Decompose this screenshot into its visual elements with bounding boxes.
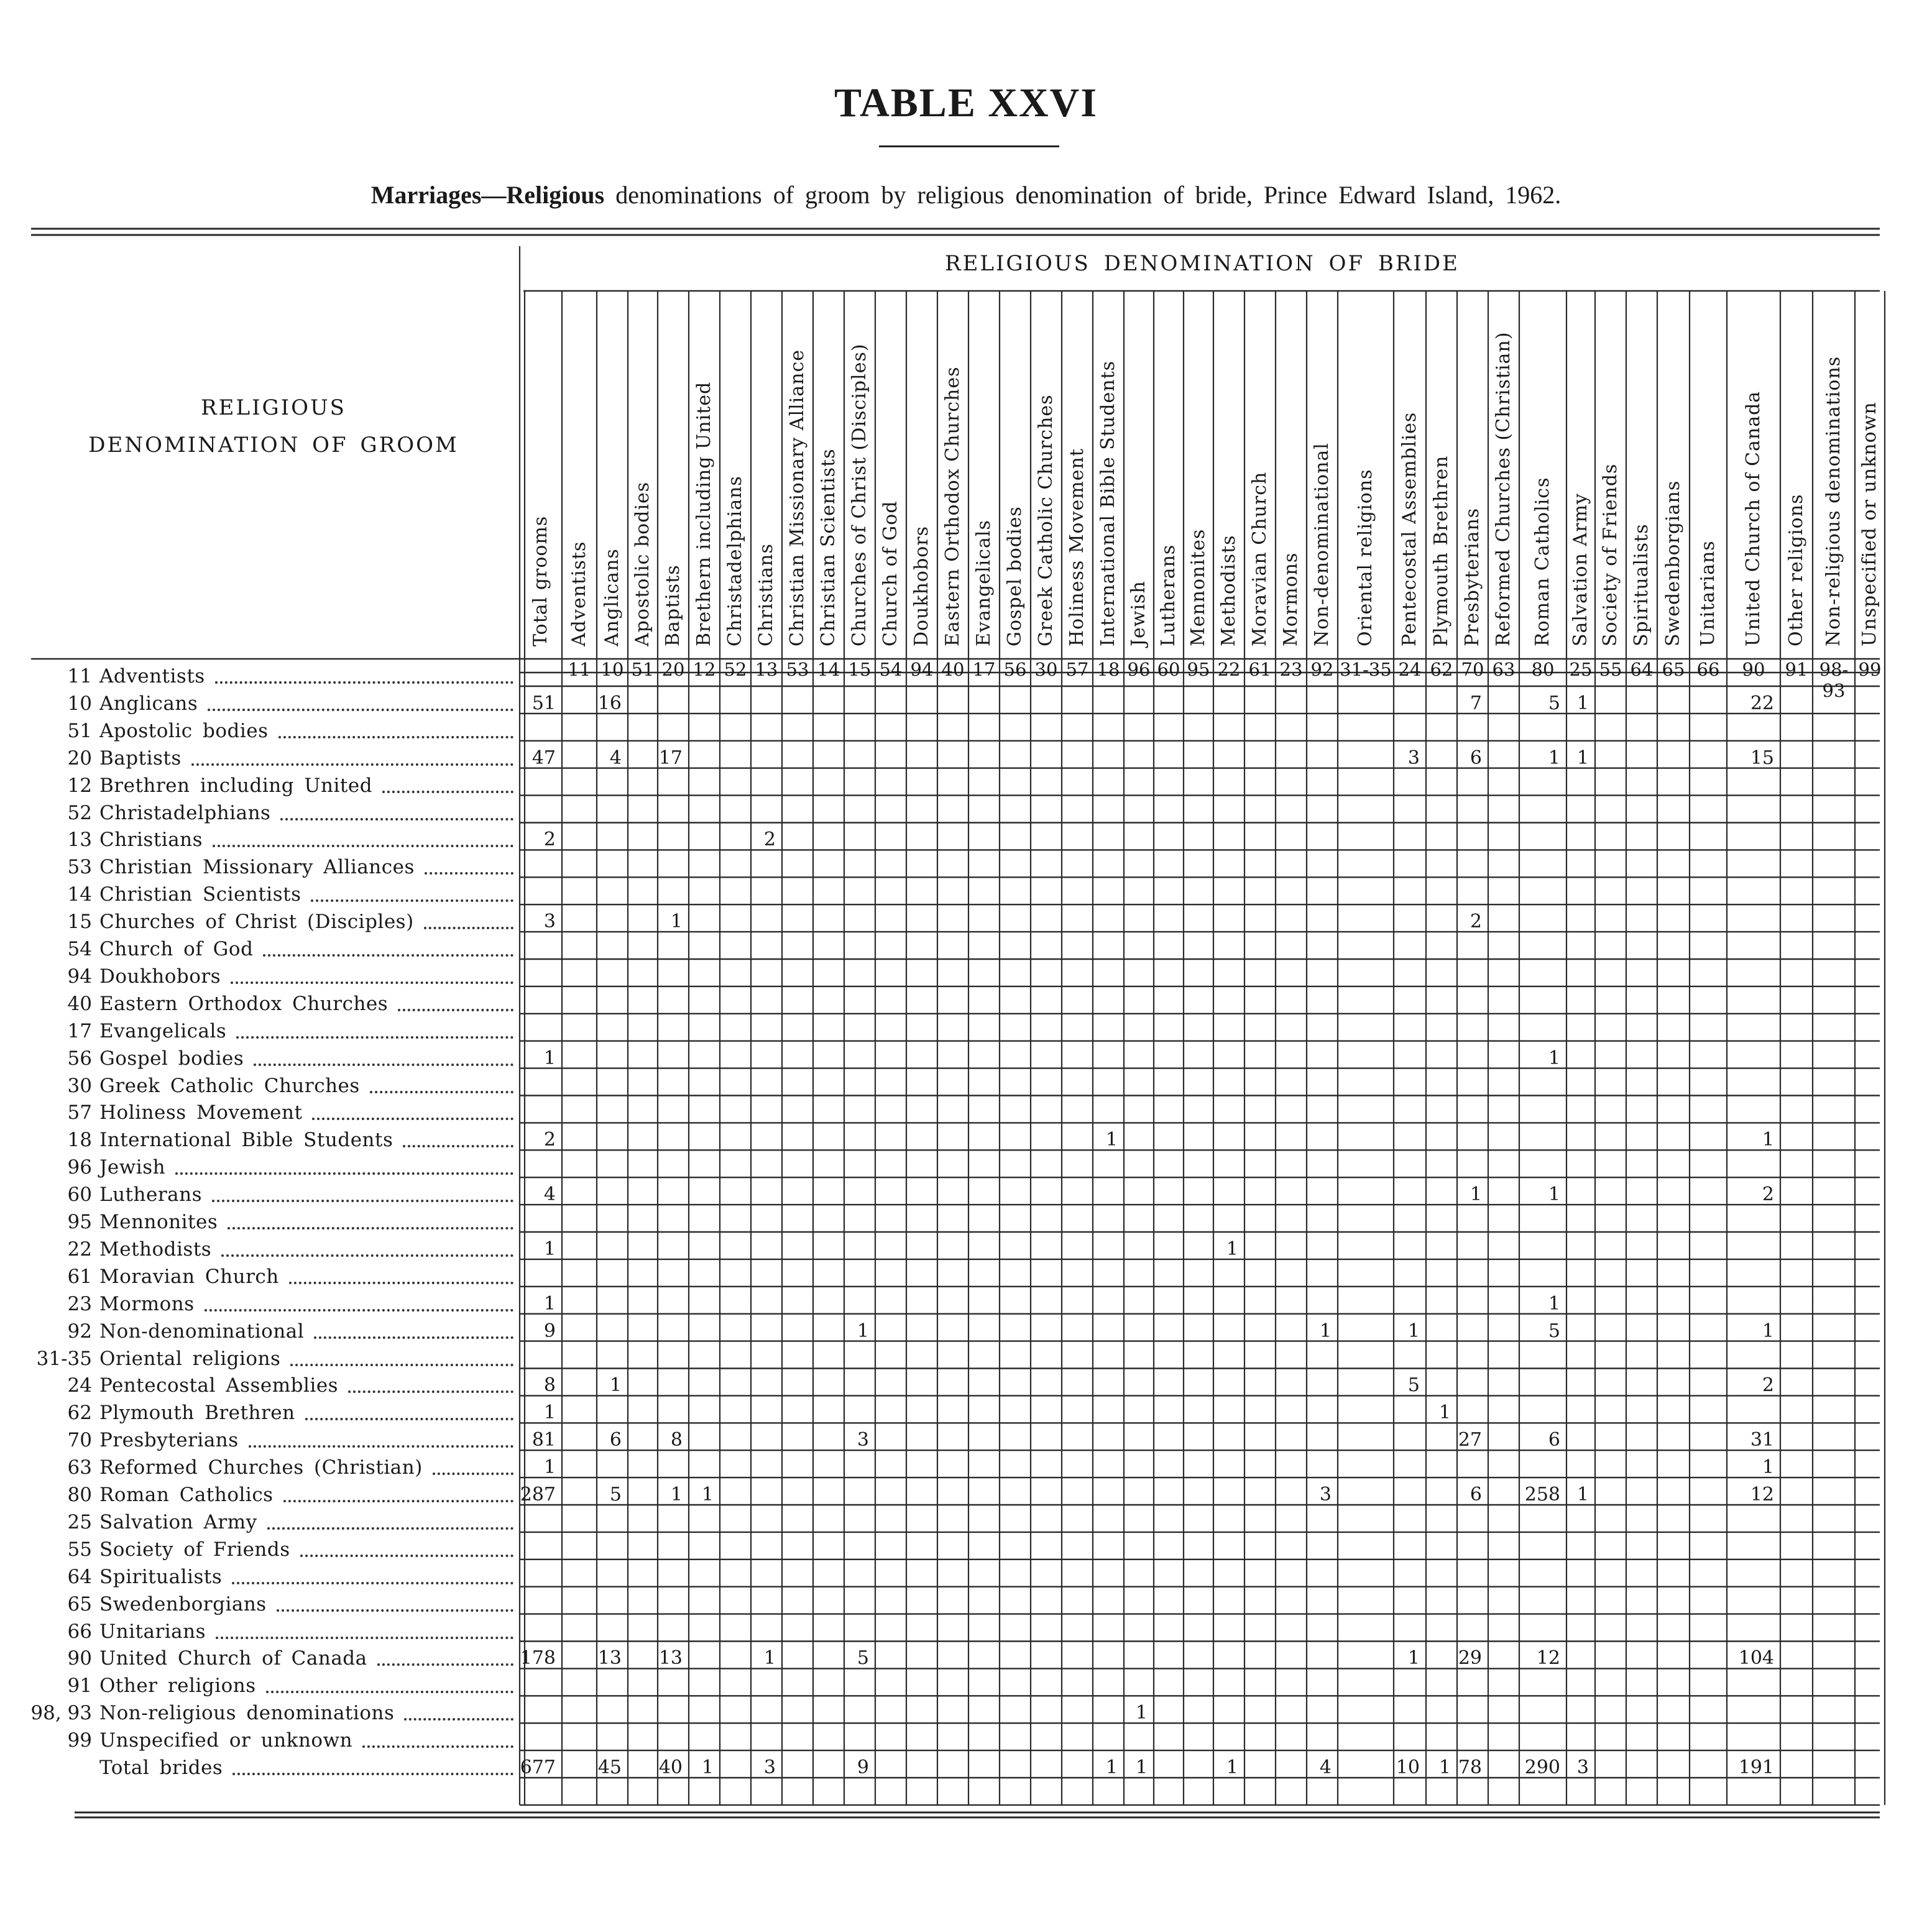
row-code: 98, 93	[30, 1702, 92, 1725]
table-cell: 1	[1407, 1647, 1420, 1670]
table-cell: 29	[1458, 1647, 1482, 1670]
column-code: 60	[1157, 659, 1180, 680]
column-header: Society of Friends	[1599, 463, 1621, 646]
row-label: Christadelphians	[99, 801, 271, 824]
dot-leader	[278, 735, 514, 738]
column-code: 20	[661, 659, 685, 680]
table-cell: 1	[1135, 1757, 1148, 1778]
table-cell: 15	[1750, 747, 1774, 769]
table-cell: 6	[1470, 1484, 1482, 1505]
table-cell: 1	[670, 911, 683, 933]
table-cell: 27	[1458, 1429, 1482, 1451]
row-label: Eastern Orthodox Churches	[99, 992, 389, 1015]
table-cell: 17	[658, 747, 683, 769]
row-label: Oriental religions	[99, 1347, 281, 1370]
table-cell: 1	[1226, 1757, 1238, 1778]
column-code: 70	[1461, 659, 1484, 680]
bride-denomination-banner: RELIGIOUS DENOMINATION OF BRIDE	[945, 251, 1460, 276]
row-label: Unspecified or unknown	[99, 1729, 353, 1752]
row-label: Christian Missionary Alliances	[99, 856, 415, 879]
column-code: 91	[1785, 659, 1808, 680]
table-cell: 6	[1548, 1429, 1560, 1451]
row-code: 20	[67, 747, 92, 770]
column-header: Church of God	[880, 500, 901, 646]
row-label: Reformed Churches (Christian)	[99, 1456, 423, 1479]
row-label: Mennonites	[99, 1211, 218, 1233]
column-header: Churches of Christ (Disciples)	[849, 343, 870, 646]
column-header: Roman Catholics	[1532, 477, 1553, 646]
row-code: 24	[67, 1374, 92, 1397]
column-code: 94	[910, 659, 934, 680]
groom-banner-line1: RELIGIOUS	[201, 395, 346, 420]
table-cell: 7	[1470, 692, 1482, 714]
dot-leader	[266, 1689, 513, 1693]
row-label: Other religions	[99, 1675, 256, 1698]
row-code: 95	[67, 1211, 92, 1233]
dot-leader	[289, 1280, 513, 1284]
row-code: 57	[67, 1101, 92, 1124]
row-code: 99	[67, 1729, 92, 1752]
dot-leader	[254, 1062, 513, 1066]
table-cell: 3	[763, 1757, 776, 1778]
row-label: Doukhobors	[99, 965, 221, 988]
table-cell: 5	[1548, 692, 1560, 714]
column-code: 62	[1430, 659, 1453, 680]
row-code: 92	[67, 1320, 92, 1343]
column-code: 56	[1003, 659, 1027, 680]
row-code: 65	[67, 1592, 92, 1615]
row-label: Greek Catholic Churches	[99, 1074, 360, 1097]
row-code: 94	[67, 965, 92, 988]
row-label: Salvation Army	[99, 1510, 257, 1533]
column-code: 98-93	[1819, 659, 1849, 701]
dot-leader	[398, 1008, 513, 1011]
dot-leader	[290, 1362, 513, 1366]
column-code: 96	[1127, 659, 1151, 680]
column-header: Salvation Army	[1570, 493, 1591, 646]
dot-leader	[312, 1116, 513, 1120]
row-code: 91	[67, 1675, 92, 1698]
column-code: 10	[600, 659, 624, 680]
table-cell: 1	[543, 1292, 556, 1315]
table-cell: 13	[597, 1647, 622, 1670]
column-header: Plymouth Brethren	[1430, 455, 1452, 646]
column-header: Baptists	[662, 564, 684, 646]
column-code: 14	[817, 659, 840, 680]
dot-leader	[215, 680, 513, 684]
row-code: 64	[67, 1565, 92, 1588]
total-row-label: Total brides	[99, 1757, 223, 1779]
column-code: 57	[1065, 659, 1089, 680]
column-header: Christian Scientists	[817, 448, 839, 646]
table-cell: 2	[543, 829, 556, 851]
column-header: Greek Catholic Churches	[1035, 394, 1057, 646]
column-code: 31-35	[1340, 659, 1392, 680]
table-cell: 12	[1750, 1484, 1774, 1505]
groom-denomination-banner	[37, 389, 510, 464]
column-header: Holiness Movement	[1066, 448, 1088, 646]
table-cell: 47	[531, 747, 556, 769]
table-cell: 5	[1407, 1374, 1420, 1397]
table-cell: 1	[1548, 1183, 1560, 1206]
dot-leader	[305, 1417, 513, 1420]
table-cell: 3	[543, 911, 556, 933]
table-cell: 1	[609, 1374, 622, 1397]
dot-leader	[433, 1471, 513, 1475]
column-header: Unspecified or unknown	[1859, 402, 1880, 646]
row-code: 14	[67, 883, 92, 906]
row-label: International Bible Students	[99, 1129, 393, 1152]
dot-leader	[403, 1144, 513, 1147]
table-cell: 191	[1738, 1757, 1774, 1778]
table-cell: 51	[531, 692, 556, 714]
dot-leader	[362, 1744, 513, 1748]
column-header: Apostolic bodies	[632, 481, 653, 646]
dot-leader	[300, 1553, 513, 1557]
column-header: United Church of Canada	[1742, 390, 1764, 646]
table-cell: 1	[1762, 1320, 1774, 1342]
column-header: Christians	[755, 543, 777, 646]
table-cell: 3	[1576, 1757, 1589, 1778]
row-label: Non-denominational	[99, 1320, 305, 1343]
column-header: Anglicans	[601, 548, 623, 646]
column-code: 12	[692, 659, 716, 680]
dot-leader	[212, 1198, 513, 1202]
row-label: Gospel bodies	[99, 1047, 244, 1070]
subtitle-rest: denominations of groom by religious denomination of bride, Prince Edward Island, 1962.	[615, 181, 1562, 209]
dot-leader	[283, 1499, 513, 1502]
row-code: 22	[67, 1238, 92, 1261]
table-cell: 5	[609, 1484, 622, 1505]
table-cell: 1	[1548, 1292, 1560, 1315]
row-label: Plymouth Brethren	[99, 1402, 295, 1425]
column-header: Jewish	[1128, 581, 1149, 646]
row-code: 12	[67, 774, 92, 797]
table-cell: 1	[763, 1647, 776, 1670]
table-cell: 8	[543, 1374, 556, 1397]
table-cell: 1	[543, 1047, 556, 1069]
table-cell: 1	[1319, 1320, 1332, 1342]
dot-leader	[348, 1389, 513, 1393]
row-code: 17	[67, 1019, 92, 1042]
row-label: Spiritualists	[99, 1565, 223, 1588]
table-cell: 2	[1762, 1183, 1774, 1206]
row-label: Lutherans	[99, 1183, 202, 1206]
table-cell: 9	[543, 1320, 556, 1342]
row-label: Swedenborgians	[99, 1592, 267, 1615]
table-cell: 1	[1470, 1183, 1482, 1206]
column-header: Total grooms	[530, 515, 551, 646]
row-code: 23	[67, 1292, 92, 1315]
table-cell: 5	[1548, 1320, 1560, 1342]
column-code: 52	[724, 659, 747, 680]
row-label: Society of Friends	[99, 1538, 290, 1561]
row-code: 31-35	[36, 1347, 92, 1370]
column-header: Doukhobors	[911, 526, 932, 646]
table-cell: 12	[1536, 1647, 1560, 1670]
table-cell: 10	[1396, 1757, 1420, 1778]
column-code: 64	[1630, 659, 1654, 680]
dot-leader	[249, 1444, 513, 1448]
column-code: 55	[1599, 659, 1622, 680]
table-cell: 1	[1576, 747, 1589, 769]
dot-leader	[232, 1581, 513, 1584]
column-code: 63	[1492, 659, 1516, 680]
table-cell: 4	[543, 1183, 556, 1206]
column-header: Moravian Church	[1249, 471, 1271, 646]
row-code: 11	[67, 665, 92, 687]
row-code: 96	[67, 1156, 92, 1179]
column-code: 54	[879, 659, 903, 680]
column-code: 25	[1569, 659, 1593, 680]
dot-leader	[216, 1635, 513, 1639]
table-cell: 1	[1762, 1129, 1774, 1151]
column-code: 61	[1248, 659, 1272, 680]
table-cell: 6	[609, 1429, 622, 1451]
dot-leader	[263, 953, 513, 957]
row-code: 40	[67, 992, 92, 1015]
row-code: 56	[67, 1047, 92, 1070]
dot-leader	[425, 871, 513, 875]
row-label: Pentecostal Assemblies	[99, 1374, 339, 1397]
column-code: 30	[1034, 659, 1058, 680]
dot-leader	[280, 817, 513, 820]
dot-leader	[267, 1526, 513, 1530]
table-cell: 3	[857, 1429, 869, 1451]
table-cell: 258	[1524, 1484, 1560, 1505]
dot-leader	[370, 1090, 513, 1093]
dot-leader	[424, 926, 513, 929]
row-label: Roman Catholics	[99, 1484, 274, 1506]
column-header: Oriental religions	[1355, 469, 1376, 646]
table-cell: 6	[1470, 747, 1482, 769]
column-code: 95	[1187, 659, 1210, 680]
column-code: 53	[786, 659, 809, 680]
table-cell: 22	[1750, 692, 1774, 714]
column-header: Adventists	[568, 541, 590, 646]
table-cell: 1	[543, 1238, 556, 1260]
row-code: 18	[67, 1129, 92, 1152]
row-code: 90	[67, 1647, 92, 1670]
column-header: Reformed Churches (Christian)	[1493, 331, 1514, 646]
column-code: 11	[568, 659, 591, 680]
row-label: Christian Scientists	[99, 883, 301, 906]
row-label: Unitarians	[99, 1620, 206, 1643]
table-cell: 104	[1738, 1647, 1774, 1670]
dot-leader	[232, 1771, 513, 1775]
column-code: 15	[848, 659, 872, 680]
row-code: 62	[67, 1402, 92, 1425]
column-header: Methodists	[1218, 535, 1240, 646]
row-label: Baptists	[99, 747, 182, 770]
column-code: 13	[755, 659, 778, 680]
table-cell: 1	[1548, 747, 1560, 769]
column-header: Christadelphians	[724, 476, 746, 646]
row-code: 66	[67, 1620, 92, 1643]
table-cell: 45	[597, 1757, 622, 1778]
table-cell: 31	[1750, 1429, 1774, 1451]
table-cell: 1	[1438, 1402, 1451, 1424]
column-header: Unitarians	[1697, 540, 1719, 646]
row-label: Moravian Church	[99, 1265, 279, 1288]
column-code: 92	[1310, 659, 1334, 680]
table-cell: 1	[1135, 1702, 1148, 1724]
table-cell: 3	[1319, 1484, 1332, 1505]
column-header: Mormons	[1280, 552, 1302, 646]
table-cell: 78	[1458, 1757, 1482, 1778]
table-cell: 1	[670, 1484, 683, 1505]
row-label: Brethren including United	[99, 774, 373, 797]
table-cell: 1	[1105, 1757, 1118, 1778]
column-header: Non-denominational	[1311, 443, 1333, 646]
table-cell: 2	[763, 829, 776, 851]
row-label: Evangelicals	[99, 1019, 227, 1042]
row-label: Mormons	[99, 1292, 195, 1315]
column-code: 90	[1742, 659, 1765, 680]
table-cell: 2	[543, 1129, 556, 1151]
column-code: 23	[1279, 659, 1303, 680]
column-code: 18	[1097, 659, 1120, 680]
table-cell: 2	[1470, 911, 1482, 933]
table-cell: 290	[1524, 1757, 1560, 1778]
table-cell: 16	[597, 692, 622, 714]
table-cell: 8	[670, 1429, 683, 1451]
dot-leader	[311, 898, 513, 902]
row-label: Church of God	[99, 938, 254, 960]
dot-leader	[377, 1662, 513, 1666]
table-cell: 1	[1576, 692, 1589, 714]
table-cell: 1	[543, 1456, 556, 1479]
table-cell: 2	[1762, 1374, 1774, 1397]
column-header: Spiritualists	[1631, 523, 1652, 646]
subtitle-lead: Marriages—Religious	[370, 181, 605, 209]
dot-leader	[404, 1717, 513, 1721]
row-label: Churches of Christ (Disciples)	[99, 911, 414, 934]
row-code: 10	[67, 692, 92, 715]
column-code: 51	[631, 659, 655, 680]
row-code: 55	[67, 1538, 92, 1561]
dot-leader	[191, 762, 513, 766]
groom-banner-line2: DENOMINATION OF GROOM	[88, 433, 459, 457]
row-code: 25	[67, 1510, 92, 1533]
table-cell: 178	[520, 1647, 556, 1670]
table-cell: 1	[701, 1484, 714, 1505]
row-code: 53	[67, 856, 92, 879]
table-cell: 1	[1407, 1320, 1420, 1342]
dot-leader	[205, 1308, 513, 1312]
dot-leader	[314, 1335, 513, 1339]
column-code: 66	[1696, 659, 1720, 680]
column-header: Mennonites	[1187, 528, 1209, 646]
table-cell: 1	[1226, 1238, 1238, 1260]
row-code: 52	[67, 801, 92, 824]
table-title: TABLE XXVI	[834, 80, 1098, 126]
column-header: Other religions	[1785, 494, 1807, 646]
column-code: 22	[1217, 659, 1241, 680]
column-header: Evangelicals	[973, 520, 995, 646]
row-label: Adventists	[99, 665, 205, 687]
table-cell: 287	[520, 1484, 556, 1505]
column-code: 80	[1531, 659, 1555, 680]
table-cell: 1	[857, 1320, 869, 1342]
row-label: Presbyterians	[99, 1429, 239, 1452]
table-cell: 1	[1548, 1047, 1560, 1069]
dot-leader	[221, 1253, 513, 1257]
row-label: Holiness Movement	[99, 1101, 303, 1124]
row-label: Non-religious denominations	[99, 1702, 395, 1725]
table-cell: 4	[1319, 1757, 1332, 1778]
table-cell: 1	[1762, 1456, 1774, 1479]
dot-leader	[175, 1171, 513, 1175]
table-cell: 5	[857, 1647, 869, 1670]
row-code: 80	[67, 1484, 92, 1506]
row-code: 15	[67, 911, 92, 934]
dot-leader	[236, 1035, 513, 1039]
column-header: Swedenborgians	[1662, 480, 1684, 646]
row-label: Methodists	[99, 1238, 212, 1261]
table-cell: 1	[701, 1757, 714, 1778]
column-code: 40	[941, 659, 965, 680]
column-code: 17	[972, 659, 996, 680]
column-header: Presbyterians	[1461, 507, 1483, 646]
column-code: 24	[1398, 659, 1422, 680]
table-cell: 1	[1576, 1484, 1589, 1505]
dot-leader	[231, 980, 513, 984]
table-cell: 1	[1105, 1129, 1118, 1151]
row-label: Jewish	[99, 1156, 166, 1179]
column-header: Non-religious denominations	[1823, 356, 1844, 646]
row-code: 60	[67, 1183, 92, 1206]
row-code: 51	[67, 719, 92, 742]
row-code: 13	[67, 829, 92, 852]
dot-leader	[277, 1608, 513, 1612]
column-header: Eastern Orthodox Churches	[942, 366, 964, 646]
column-code: 65	[1662, 659, 1685, 680]
dot-leader	[213, 843, 513, 847]
table-cell: 1	[1438, 1757, 1451, 1778]
row-label: Anglicans	[99, 692, 198, 715]
table-cell: 677	[520, 1757, 556, 1778]
row-code: 63	[67, 1456, 92, 1479]
column-header: Gospel bodies	[1004, 506, 1026, 646]
row-code: 70	[67, 1429, 92, 1452]
column-code: 99	[1858, 659, 1882, 680]
column-header: Lutherans	[1157, 544, 1179, 646]
column-header: Pentecostal Assemblies	[1399, 411, 1420, 646]
row-code: 54	[67, 938, 92, 960]
column-header: Christian Missionary Alliance	[786, 349, 808, 646]
column-header: Brethern including United	[693, 381, 715, 646]
column-header: International Bible Students	[1097, 361, 1119, 646]
row-label: United Church of Canada	[99, 1647, 367, 1670]
table-cell: 40	[658, 1757, 683, 1778]
dot-leader	[382, 789, 513, 793]
row-label: Christians	[99, 829, 203, 852]
table-cell: 9	[857, 1757, 869, 1778]
table-cell: 4	[609, 747, 622, 769]
table-cell: 13	[658, 1647, 683, 1670]
row-label: Apostolic bodies	[99, 719, 269, 742]
row-code: 30	[67, 1074, 92, 1097]
table-cell: 3	[1407, 747, 1420, 769]
table-cell: 1	[543, 1402, 556, 1424]
row-code: 61	[67, 1265, 92, 1288]
dot-leader	[228, 1226, 513, 1229]
dot-leader	[208, 707, 513, 711]
table-cell: 81	[531, 1429, 556, 1451]
